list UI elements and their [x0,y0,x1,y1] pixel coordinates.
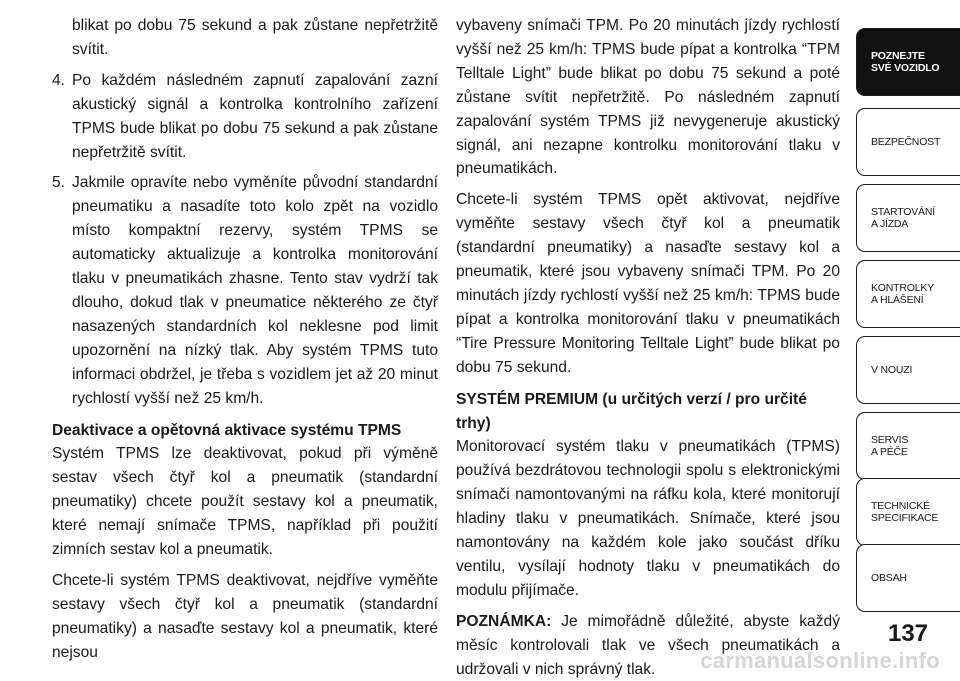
tab-label: A JÍZDA [871,218,909,230]
body-paragraph: Systém TPMS lze deaktivovat, pokud při výměně sestav všech čtyř kol a pneumatik (standardní pneumatiky) chcete použít sestavy kol a pneumatik, které nemají snímače TPMS, například při použití zimních sestav kol a pneumatik. [52,445,438,559]
tab-label: POZNEJTE [871,50,925,62]
tab-label: SERVIS [871,434,909,446]
list-text: Jakmile opravíte nebo vyměníte původní standardní pneumatiku a nasadíte toto kolo zpět na vozidlo místo kompaktní rezervy, systém TPMS se automaticky aktualizuje a kontrolka monitorování tlaku v pneumatikách zhasne. Tento stav vydrží tak dlouho, dokud tlak v pneumatice některého ze čtyř nasazených standardních kol neklesne pod limit upozornění na nízký tlak. Aby systém TPMS tuto informaci obdržel, je třeba s vozidlem jet až 20 minut rychlostí vyšší než 25 km/h. [72,174,438,407]
tab-label: A HLÁŠENÍ [871,294,924,306]
note-label: POZNÁMKA: [456,612,552,630]
body-paragraph: Monitorovací systém tlaku v pneumatikách (TPMS) používá bezdrátovou technologii spolu s elektronickými snímači namontovanými na ráfku kola, které monitorují hladiny tlaku v pneumatikách. Snímače, které jsou namontovány na každém kole jako součást dříku ventilu, vysílají hodnoty tlaku v pneumatikách do modulu přijímače. [456,438,840,599]
tab-label: SPECIFIKACE [871,512,939,524]
tab-startovani-a-jizda[interactable] [856,184,960,252]
tab-label: KONTROLKY [871,282,934,294]
tab-bezpecnost[interactable] [856,108,960,176]
list-item-5 [52,171,438,410]
tab-label: SVÉ VOZIDLO [871,62,940,74]
note-text: Je mimořádně důležité, abyste každý měsíc kontrolovali tlak ve všech pneumatikách a udržovali v nich správný tlak. [456,612,840,678]
body-paragraph: Chcete-li systém TPMS deaktivovat, nejdříve vyměňte sestavy všech čtyř kol a pneumatik (standardní pneumatiky) a nasaďte sestavy kol a pneumatik, které nejsou [52,571,438,661]
list-item-4 [52,69,438,165]
section-heading-premium: SYSTÉM PREMIUM (u určitých verzí / pro určité trhy) [456,390,807,432]
tab-technicke-specifikace[interactable] [856,478,960,546]
tab-label: A PÉČE [871,446,908,458]
tab-label: TECHNICKÉ [871,500,930,512]
tab-label: STARTOVÁNÍ [871,206,935,218]
list-text: Po každém následném zapnutí zapalování zazní akustický signál a kontrolka kontrolního zařízení TPMS bude blikat po dobu 75 sekund a pak zůstane nepřetržitě svítit. [72,71,438,161]
left-column [52,14,438,665]
body-paragraph: vybaveny snímači TPM. Po 20 minutách jízdy rychlostí vyšší než 25 km/h: TPMS bude pípat a kontrolka “TPM Telltale Light” bude blikat po dobu 75 sekund a poté zůstane svítit nepřetržitě. Po následném zapnutí zapalování systém TPMS již nevygeneruje akustický signál, ani nezapne kontrolku monitorování tlaku v pneumatikách. [456,17,840,178]
page-number: 137 [887,620,929,647]
body-paragraph: Chcete-li systém TPMS opět aktivovat, nejdříve vyměňte sestavy všech čtyř kol a pneumatik (standardní pneumatiky) a nasaďte sestavy kol a pneumatik, které jsou vybaveny snímači TPM. Po 20 minutách jízdy rychlostí vyšší než 25 km/h: TPMS bude pípat a kontrolka monitorování tlaku v pneumatikách “Tire Pressure Monitoring Telltale Light” bude blikat po dobu 75 sekund. [456,191,840,376]
watermark: carmanualsonline.info [700,648,940,673]
list-number: 4. [52,71,66,89]
tab-kontrolky-a-hlaseni[interactable] [856,260,960,328]
tab-obsah[interactable] [856,544,960,612]
tab-v-nouzi[interactable] [856,336,960,404]
tab-label: V NOUZI [871,364,913,376]
tab-label: BEZPEČNOST [871,136,941,148]
list-number: 5. [52,174,66,192]
tab-label: OBSAH [871,572,907,584]
tab-poznejte-sve-vozidlo[interactable] [856,28,960,96]
continued-paragraph: blikat po dobu 75 sekund a pak zůstane nepřetržitě svítit. [72,17,438,58]
tab-servis-a-pece[interactable] [856,412,960,480]
chapter-tabs [856,0,960,620]
right-column [456,14,840,681]
section-heading-deactivation: Deaktivace a opětovná aktivace systému TPMS [52,421,402,439]
